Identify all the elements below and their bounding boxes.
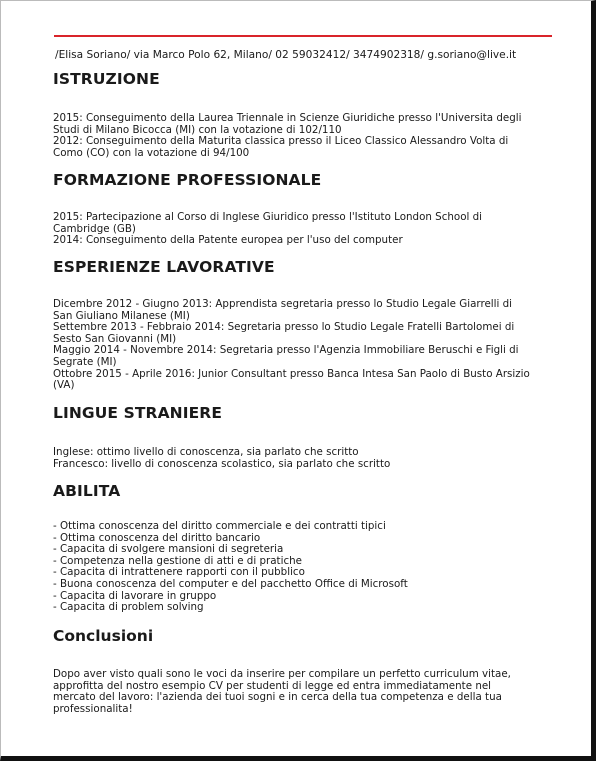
skill-item: - Ottima conoscenza del diritto bancario [53,531,261,544]
section-title-abilita: ABILITA [53,482,121,500]
contact-line: /Elisa Soriano/ via Marco Polo 62, Milano/ 02 59032412/ 3474902318/ g.soriano@live.it [55,49,517,61]
entry-esperienze-beruschi: Maggio 2014 - Novembre 2014: Segretaria presso l'Agenzia Immobiliare Beruschi e Figli di Segrate (MI) [53,344,519,368]
entry-lingue-inglese: Inglese: ottimo livello di conoscenza, sia parlato che scritto [53,446,359,458]
entry-formazione-corso: 2015: Partecipazione al Corso di Inglese Giuridico presso l'Istituto London School di Cambridge (GB) [53,211,483,235]
entry-esperienze-intesa: Ottobre 2015 - Aprile 2016: Junior Consultant presso Banca Intesa San Paolo di Busto Arsizio (VA) [53,367,530,392]
skill-item: - Capacita di svolgere mansioni di segreteria [53,543,284,556]
entry-lingue-francese: Francesco: livello di conoscenza scolastico, sia parlato che scritto [53,457,391,470]
section-title-esperienze: ESPERIENZE LAVORATIVE [53,258,275,276]
conclusion-paragraph: Dopo aver visto quali sono le voci da inserire per compilare un perfetto curriculum vitae, approfitta del nostro esempio CV per studenti di legge ed entra immediatamente nel mercato del lavoro: l'azienda dei tuoi sogni e in cerca della tua competenza e della tua professionalita! [53,668,511,715]
skill-item: - Buona conoscenza del computer e del pacchetto Office di Microsoft [53,577,408,590]
section-body-conclusioni [53,669,523,715]
section-body-lingue [53,447,533,470]
entry-formazione-patente: 2014: Conseguimento della Patente europea per l'uso del computer [53,234,403,247]
skill-item: - Capacita di lavorare in gruppo [53,589,217,602]
entry-istruzione-maturita: 2012: Conseguimento della Maturita classica presso il Liceo Classico Alessandro Volta di Como (CO) con la votazione di 94/100 [53,135,509,159]
section-title-conclusioni: Conclusioni [53,627,154,645]
section-body-abilita [53,521,533,614]
section-body-formazione [53,212,533,247]
section-body-istruzione [53,113,533,159]
header-accent-rule [54,35,552,37]
skill-item: - Capacita di intrattenere rapporti con il pubblico [53,566,305,579]
section-title-formazione: FORMAZIONE PROFESSIONALE [53,171,322,189]
entry-istruzione-laurea: 2015: Conseguimento della Laurea Triennale in Scienze Giuridiche presso l'Universita degli Studi di Milano Bicocca (MI) con la votazione di 102/110 [53,112,522,136]
section-title-istruzione: ISTRUZIONE [53,70,160,88]
entry-esperienze-bartolomei: Settembre 2013 - Febbraio 2014: Segretaria presso lo Studio Legale Fratelli Bartolomei di Sesto San Giovanni (MI) [53,321,515,345]
skill-item: - Capacita di problem solving [53,601,204,614]
skill-item: - Ottima conoscenza del diritto commerciale e dei contratti tipici [53,520,386,532]
entry-esperienze-giarrelli: Dicembre 2012 - Giugno 2013: Apprendista segretaria presso lo Studio Legale Giarrelli di San Giuliano Milanese (MI) [53,298,513,322]
section-title-lingue: LINGUE STRANIERE [53,404,223,422]
skill-item: - Competenza nella gestione di atti e di pratiche [53,554,302,567]
section-body-esperienze [53,299,533,392]
